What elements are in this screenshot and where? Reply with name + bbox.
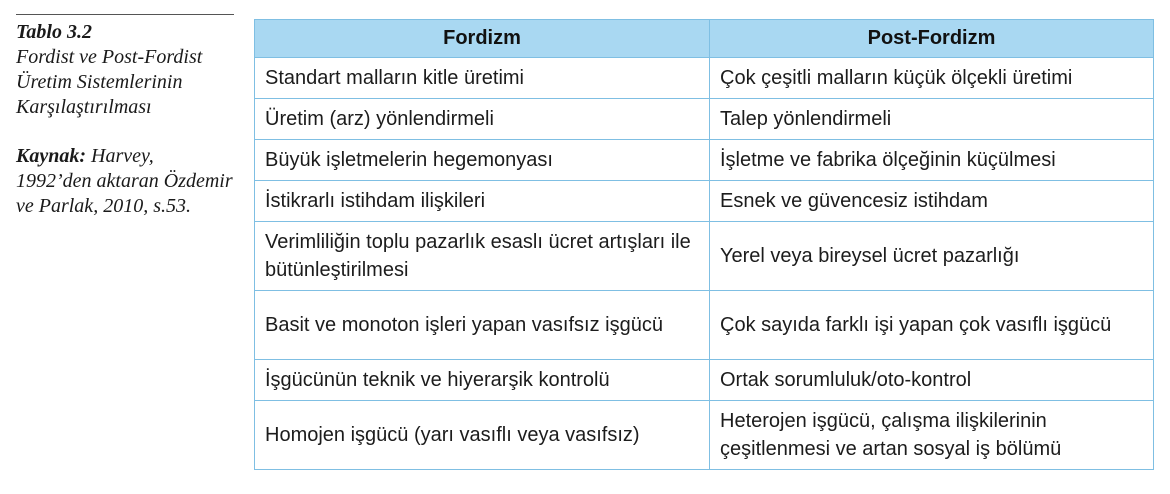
table-cell-post-fordizm: Ortak sorumluluk/oto-kontrol <box>710 360 1154 401</box>
table-header-row <box>255 20 1154 58</box>
source-text: Harvey, 1992’den aktaran Özdemir ve Parlak, 2010, s.53. <box>16 145 233 217</box>
comparison-table <box>254 19 1154 470</box>
table-cell-fordizm: İşgücünün teknik ve hiyerarşik kontrolü <box>255 360 710 401</box>
table-cell-post-fordizm: Çok sayıda farklı işi yapan çok vasıflı işgücü <box>710 291 1154 360</box>
table-cell-post-fordizm: Talep yönlendirmeli <box>710 99 1154 140</box>
table-cell-post-fordizm: Çok çeşitli malların küçük ölçekli üretimi <box>710 58 1154 99</box>
table-row <box>255 222 1154 291</box>
table-cell-fordizm: Homojen işgücü (yarı vasıflı veya vasıfsız) <box>255 401 710 470</box>
column-header-fordizm: Fordizm <box>255 20 710 58</box>
table-caption <box>16 20 234 120</box>
table-caption-block <box>16 14 234 219</box>
table-cell-fordizm: Üretim (arz) yönlendirmeli <box>255 99 710 140</box>
table-row <box>255 401 1154 470</box>
table-cell-post-fordizm: Esnek ve güvencesiz istihdam <box>710 181 1154 222</box>
table-row <box>255 360 1154 401</box>
table-cell-fordizm: Verimliliğin toplu pazarlık esaslı ücret artışları ile bütünleştirilmesi <box>255 222 710 291</box>
table-source <box>16 144 234 219</box>
table-row <box>255 99 1154 140</box>
table-cell-post-fordizm: Yerel veya bireysel ücret pazarlığı <box>710 222 1154 291</box>
table-cell-fordizm: Standart malların kitle üretimi <box>255 58 710 99</box>
table-cell-post-fordizm: Heterojen işgücü, çalışma ilişkilerinin çeşitlenmesi ve artan sosyal iş bölümü <box>710 401 1154 470</box>
table-cell-post-fordizm: İşletme ve fabrika ölçeğinin küçülmesi <box>710 140 1154 181</box>
table-row <box>255 291 1154 360</box>
table-number: Tablo 3.2 <box>16 21 92 43</box>
table-cell-fordizm: Büyük işletmelerin hegemonyası <box>255 140 710 181</box>
caption-rule <box>16 14 234 15</box>
table-row <box>255 140 1154 181</box>
table-title: Fordist ve Post-Fordist Üretim Sistemlerinin Karşılaştırılması <box>16 46 203 118</box>
table-cell-fordizm: İstikrarlı istihdam ilişkileri <box>255 181 710 222</box>
source-label: Kaynak: <box>16 145 86 167</box>
column-header-post-fordizm: Post-Fordizm <box>710 20 1154 58</box>
table-row <box>255 181 1154 222</box>
table-row <box>255 58 1154 99</box>
table-cell-fordizm: Basit ve monoton işleri yapan vasıfsız işgücü <box>255 291 710 360</box>
